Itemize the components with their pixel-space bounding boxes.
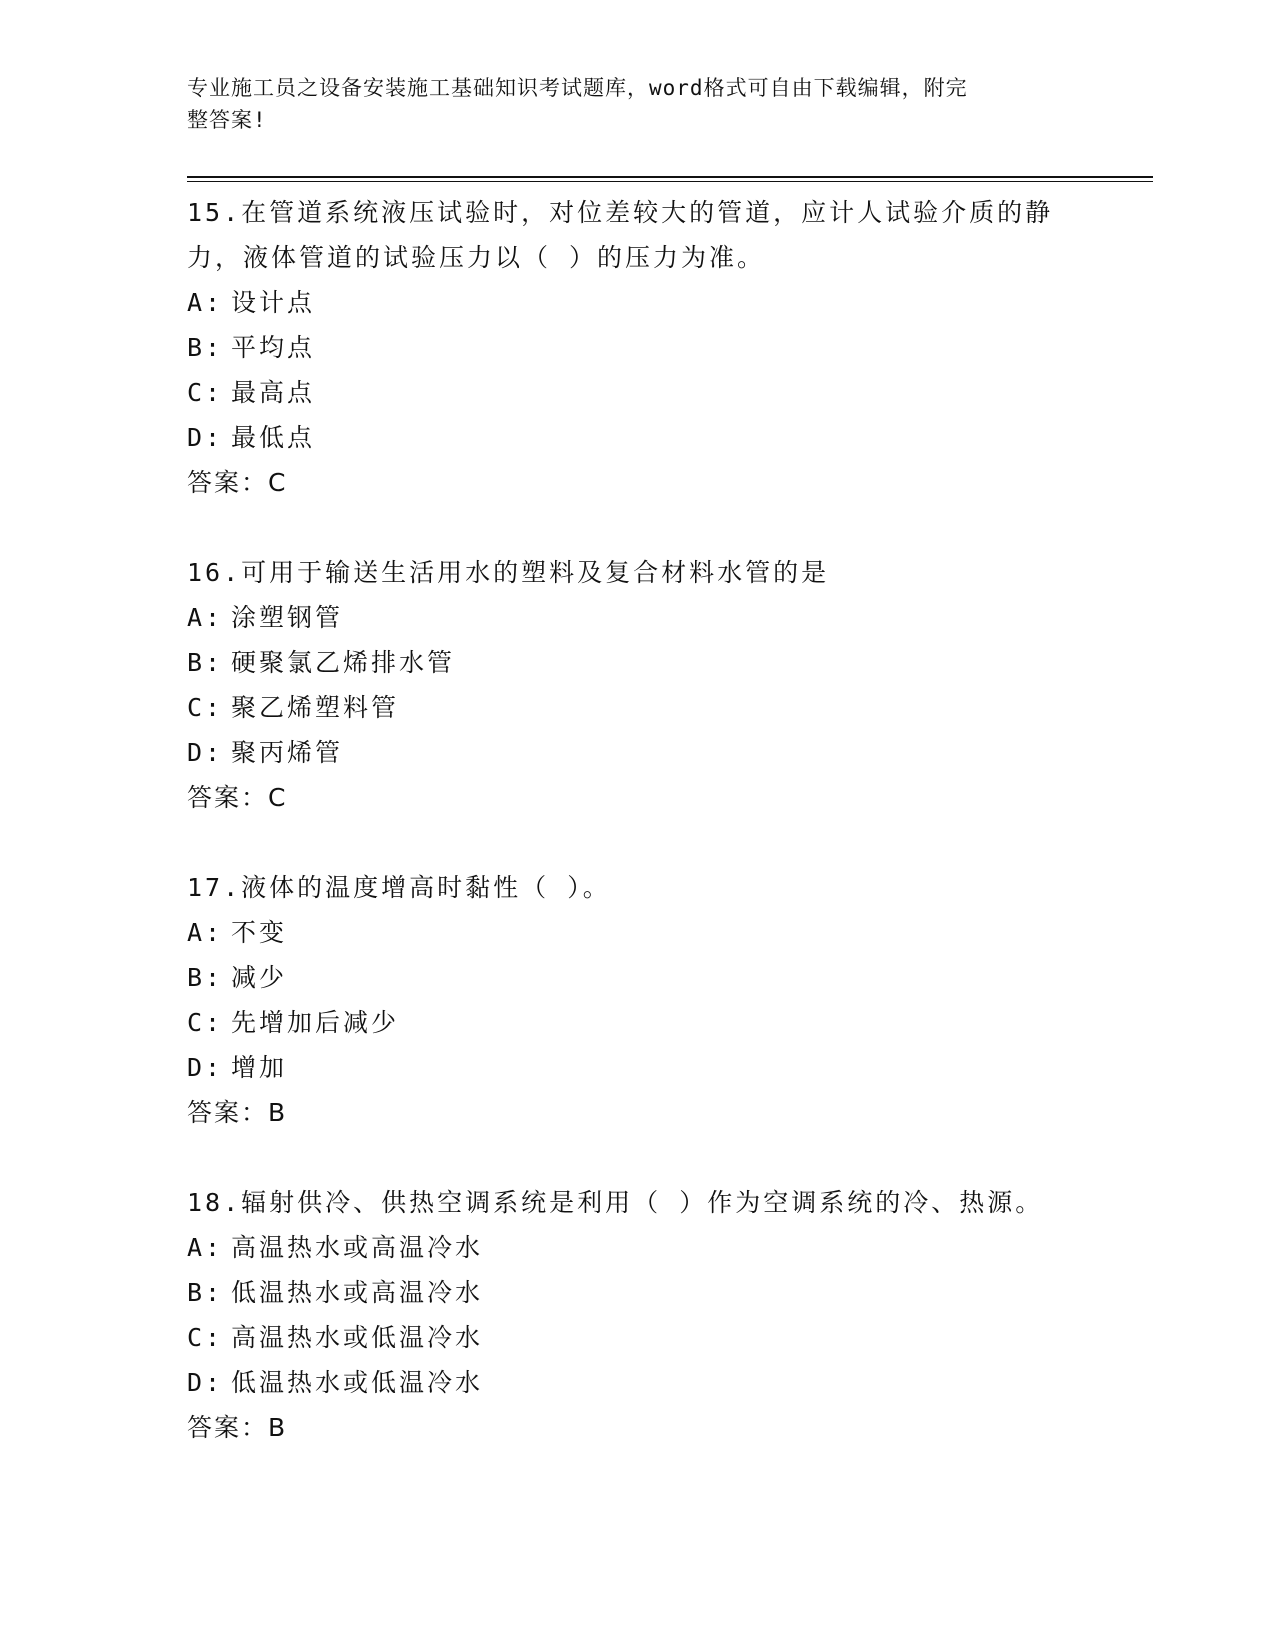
- header-line-1: 专业施工员之设备安装施工基础知识考试题库，word格式可自由下载编辑，附完: [187, 76, 968, 100]
- option-text: 先增加后减少: [231, 1008, 400, 1037]
- header-divider-thick: [187, 176, 1153, 178]
- option-letter: C:: [187, 693, 224, 722]
- option-c: [187, 370, 1087, 415]
- option-text: 设计点: [231, 288, 316, 317]
- option-letter: D:: [187, 1053, 224, 1082]
- question-stem: [187, 550, 1087, 595]
- option-text: 低温热水或低温冷水: [231, 1368, 484, 1397]
- option-d: [187, 415, 1087, 460]
- option-b: [187, 640, 1087, 685]
- question-16: [187, 550, 1087, 820]
- question-stem-line: 18.辐射供冷、供热空调系统是利用（ ）作为空调系统的冷、热源。: [187, 1188, 1044, 1217]
- option-letter: B:: [187, 1278, 224, 1307]
- question-stem-line: 17.液体的温度增高时黏性（ ）。: [187, 873, 611, 902]
- option-letter: C:: [187, 1323, 224, 1352]
- option-letter: D:: [187, 1368, 224, 1397]
- option-letter: B:: [187, 333, 224, 362]
- question-17: [187, 865, 1087, 1135]
- option-text: 增加: [231, 1053, 288, 1082]
- option-text: 不变: [231, 918, 288, 947]
- option-letter: A:: [187, 918, 224, 947]
- question-stem-line: 力，液体管道的试验压力以（ ）的压力为准。: [187, 243, 766, 272]
- option-text: 聚乙烯塑料管: [231, 693, 400, 722]
- option-a: [187, 910, 1087, 955]
- question-stem-line: 16.可用于输送生活用水的塑料及复合材料水管的是: [187, 558, 830, 587]
- option-text: 最高点: [231, 378, 316, 407]
- question-stem: [187, 190, 1087, 280]
- question-stem: [187, 865, 1087, 910]
- option-letter: A:: [187, 1233, 224, 1262]
- option-letter: A:: [187, 288, 224, 317]
- option-text: 最低点: [231, 423, 316, 452]
- option-text: 涂塑钢管: [231, 603, 344, 632]
- option-a: [187, 1225, 1087, 1270]
- question-stem: [187, 1180, 1087, 1225]
- option-b: [187, 955, 1087, 1000]
- option-c: [187, 1000, 1087, 1045]
- option-text: 高温热水或低温冷水: [231, 1323, 484, 1352]
- option-text: 聚丙烯管: [231, 738, 344, 767]
- answer-line: 答案：C: [187, 783, 288, 812]
- header-divider-thin: [187, 181, 1153, 182]
- option-text: 低温热水或高温冷水: [231, 1278, 484, 1307]
- answer-line: 答案：C: [187, 468, 288, 497]
- option-letter: C:: [187, 1008, 224, 1037]
- question-stem-line: 15.在管道系统液压试验时，对位差较大的管道，应计人试验介质的静: [187, 198, 1054, 227]
- answer-line: 答案：B: [187, 1098, 288, 1127]
- document-header: [187, 72, 1067, 136]
- option-letter: B:: [187, 648, 224, 677]
- option-text: 硬聚氯乙烯排水管: [231, 648, 456, 677]
- question-list: [187, 190, 1087, 1495]
- option-letter: D:: [187, 738, 224, 767]
- option-c: [187, 1315, 1087, 1360]
- answer-line: 答案：B: [187, 1413, 288, 1442]
- option-letter: B:: [187, 963, 224, 992]
- question-15: [187, 190, 1087, 505]
- option-letter: D:: [187, 423, 224, 452]
- option-letter: A:: [187, 603, 224, 632]
- option-text: 平均点: [231, 333, 316, 362]
- option-letter: C:: [187, 378, 224, 407]
- option-text: 高温热水或高温冷水: [231, 1233, 484, 1262]
- option-d: [187, 730, 1087, 775]
- option-c: [187, 685, 1087, 730]
- option-a: [187, 280, 1087, 325]
- header-line-2: 整答案!: [187, 108, 267, 132]
- option-a: [187, 595, 1087, 640]
- question-18: [187, 1180, 1087, 1450]
- option-text: 减少: [231, 963, 288, 992]
- option-b: [187, 325, 1087, 370]
- option-b: [187, 1270, 1087, 1315]
- option-d: [187, 1045, 1087, 1090]
- option-d: [187, 1360, 1087, 1405]
